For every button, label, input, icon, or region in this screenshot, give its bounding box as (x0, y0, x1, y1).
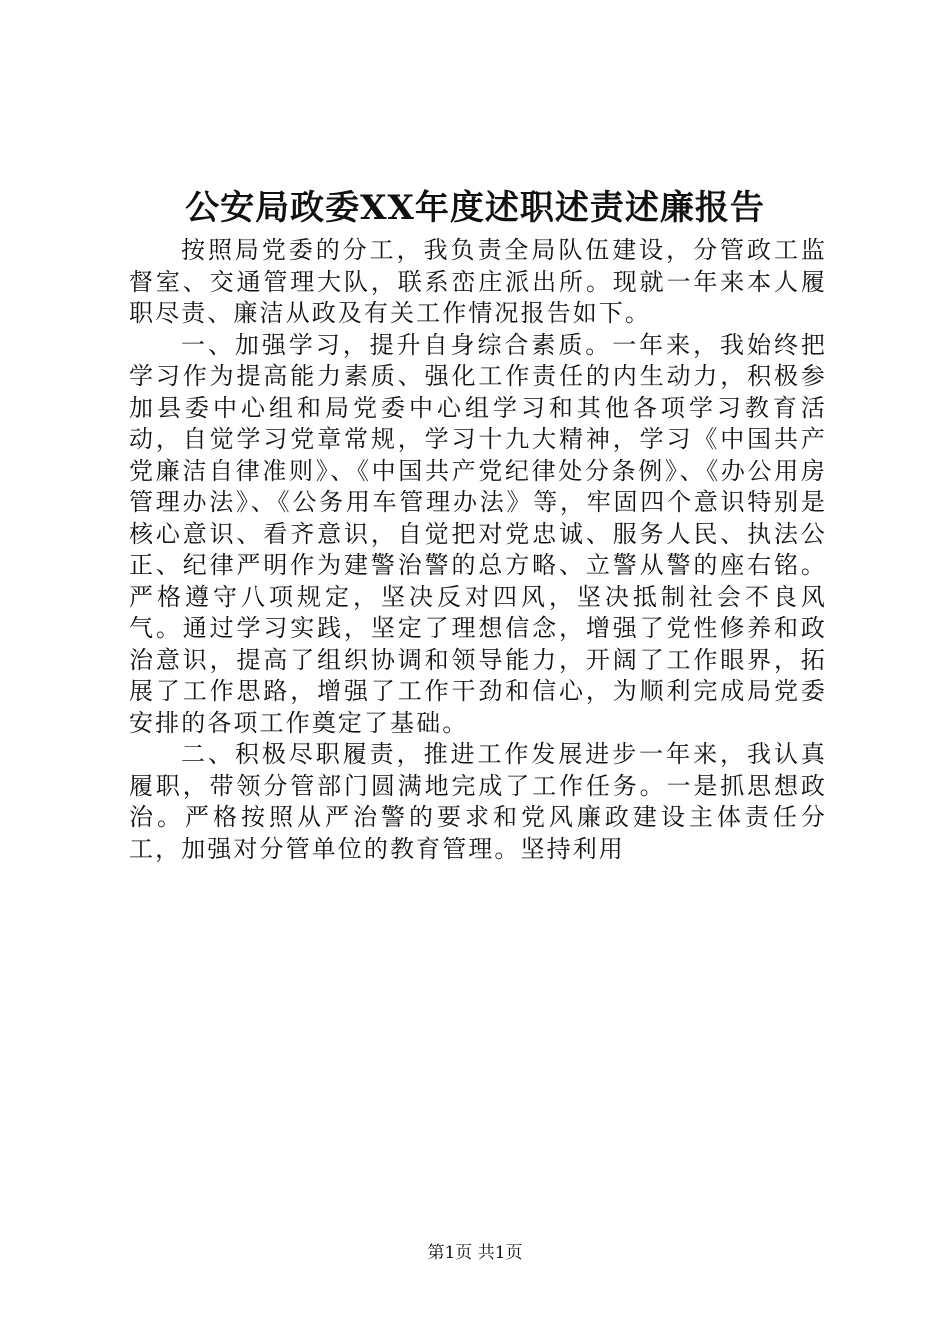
paragraph-intro: 按照局党委的分工，我负责全局队伍建设，分管政工监督室、交通管理大队，联系峦庄派出所。现就一年来本人履职尽责、廉洁从政及有关工作情况报告如下。 (129, 236, 827, 327)
document-body (129, 235, 827, 865)
page-total: 共1页 (477, 1243, 523, 1263)
page-number: 第1页 (427, 1243, 473, 1263)
page-footer (0, 1241, 950, 1265)
paragraph-section-2: 二、积极尽职履责，推进工作发展进步一年来，我认真履职，带领分管部门圆满地完成了工作任务。一是抓思想政治。严格按照从严治警的要求和党风廉政建设主体责任分工，加强对分管单位的教育管理。坚持利用 (129, 740, 827, 863)
paragraph-section-1: 一、加强学习，提升自身综合素质。一年来，我始终把学习作为提高能力素质、强化工作责任的内生动力，积极参加县委中心组和局党委中心组学习和其他各项学习教育活动，自觉学习党章常规，学习十九大精神，学习《中国共产党廉洁自律准则》、《中国共产党纪律处分条例》、《办公用房管理办法》、《公务用车管理办法》等，牢固四个意识特别是核心意识、看齐意识，自觉把对党忠诚、服务人民、执法公正、纪律严明作为建警治警的总方略、立警从警的座右铭。严格遵守八项规定，坚决反对四风，坚决抵制社会不良风气。通过学习实践，坚定了理想信念，增强了党性修养和政治意识，提高了组织协调和领导能力，开阔了工作眼界，拓展了工作思路，增强了工作干劲和信心，为顺利完成局党委安排的各项工作奠定了基础。 (129, 330, 827, 737)
document-title: 公安局政委XX年度述职述责述廉报告 (185, 188, 765, 228)
